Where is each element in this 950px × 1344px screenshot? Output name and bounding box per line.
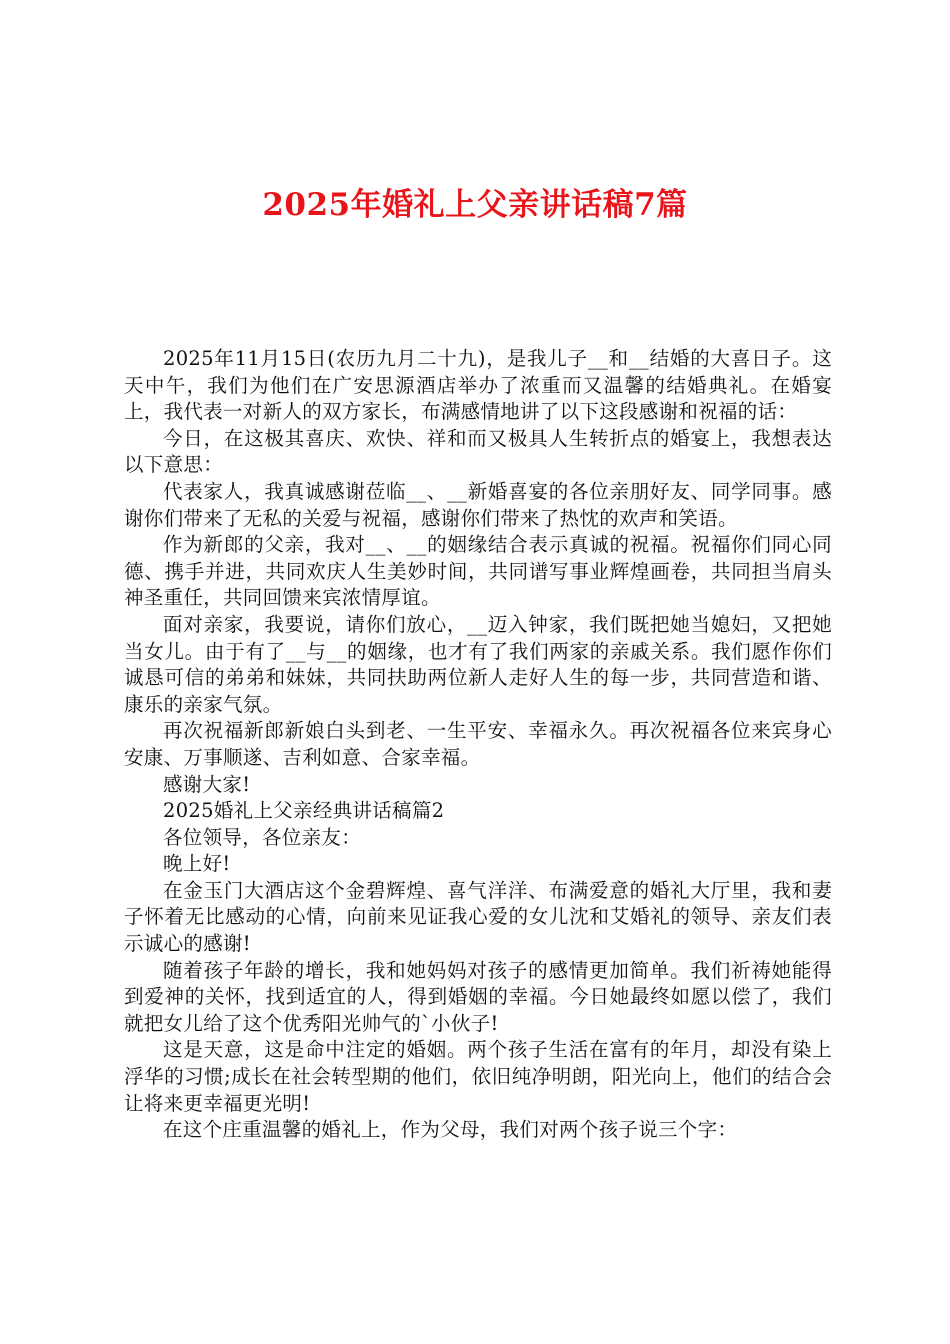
paragraph: 面对亲家，我要说，请你们放心，__迈入钟家，我们既把她当媳妇，又把她当女儿。由于有了__与__的姻缘，也才有了我们两家的亲戚关系。我们愿作你们诚恳可信的弟弟和妹妹，共同扶助两位新人走好人生的每一步，共同营造和谐、康乐的亲家气氛。 <box>124 612 832 716</box>
document-body <box>124 346 832 1144</box>
paragraph: 再次祝福新郎新娘白头到老、一生平安、幸福永久。再次祝福各位来宾身心安康、万事顺遂、吉利如意、合家幸福。 <box>124 719 832 769</box>
paragraph: 今日，在这极其喜庆、欢快、祥和而又极具人生转折点的婚宴上，我想表达以下意思： <box>124 426 832 477</box>
paragraph: 在这个庄重温馨的婚礼上，作为父母，我们对两个孩子说三个字： <box>163 1118 738 1142</box>
paragraph: 代表家人，我真诚感谢莅临__、__新婚喜宴的各位亲朋好友、同学同事。感谢你们带来了无私的关爱与祝福，感谢你们带来了热忱的欢声和笑语。 <box>124 479 832 530</box>
paragraph: 这是天意，这是命中注定的婚姻。两个孩子生活在富有的年月，却没有染上浮华的习惯;成长在社会转型期的他们，依旧纯净明朗，阳光向上，他们的结合会让将来更幸福更光明! <box>124 1038 832 1115</box>
paragraph: 随着孩子年龄的增长，我和她妈妈对孩子的感情更加简单。我们祈祷她能得到爱神的关怀，找到适宜的人，得到婚姻的幸福。今日她最终如愿以偿了，我们就把女儿给了这个优秀阳光帅气的`小伙子! <box>124 958 832 1035</box>
paragraph: 晚上好! <box>163 852 231 876</box>
section-heading: 2025婚礼上父亲经典讲话稿篇2 <box>163 799 445 823</box>
paragraph: 作为新郎的父亲，我对__、__的姻缘结合表示真诚的祝福。祝福你们同心同德、携手并进，共同欢庆人生美妙时间，共同谱写事业辉煌画卷，共同担当肩头神圣重任，共同回馈来宾浓情厚谊。 <box>124 533 832 610</box>
paragraph: 2025年11月15日(农历九月二十九)，是我儿子__和__结婚的大喜日子。这天中午，我们为他们在广安思源酒店举办了浓重而又温馨的结婚典礼。在婚宴上，我代表一对新人的双方家长，布满感情地讲了以下这段感谢和祝福的话： <box>124 347 832 424</box>
paragraph: 各位领导，各位亲友： <box>163 825 362 849</box>
paragraph: 感谢大家! <box>163 772 251 796</box>
document-title: 2025年婚礼上父亲讲话稿7篇 <box>262 187 688 223</box>
paragraph: 在金玉门大酒店这个金碧辉煌、喜气洋洋、布满爱意的婚礼大厅里，我和妻子怀着无比感动的心情，向前来见证我心爱的女儿沈和艾婚礼的领导、亲友们表示诚心的感谢! <box>124 878 832 956</box>
